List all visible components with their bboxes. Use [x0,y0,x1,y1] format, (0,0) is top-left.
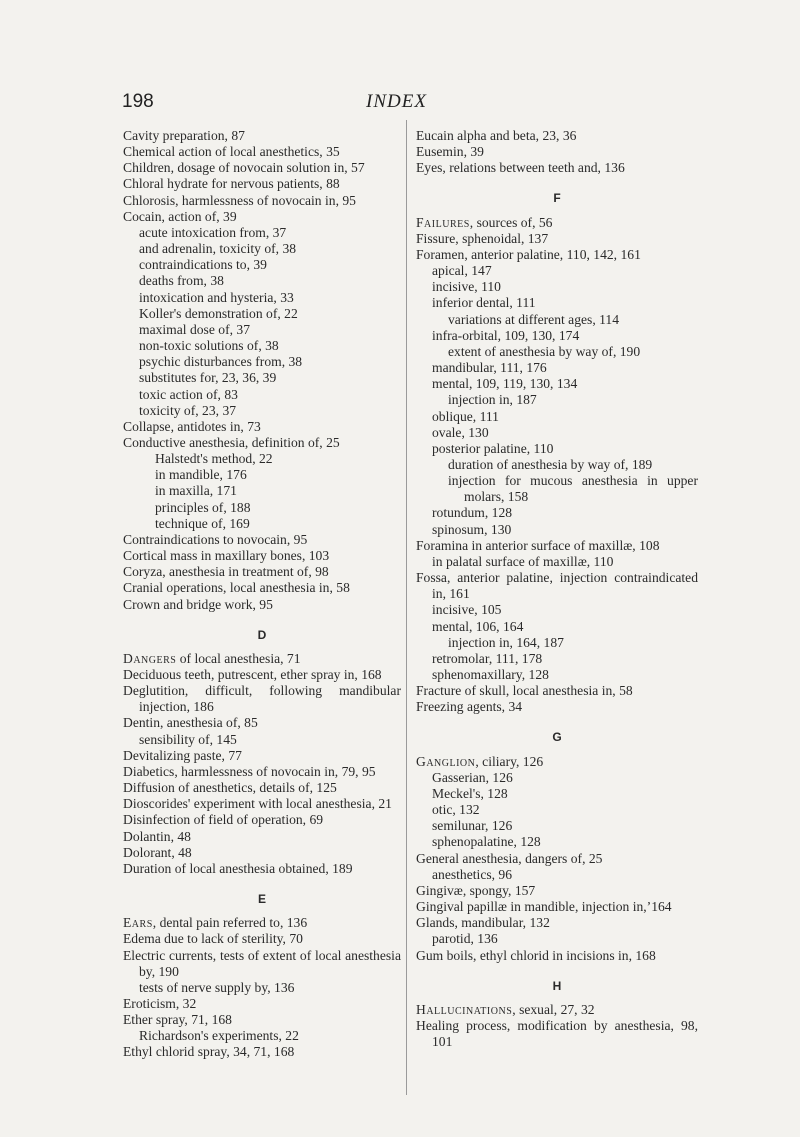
index-entry: Fracture of skull, local anesthesia in, 58 [416,683,633,699]
index-subentry: oblique, 111 [432,408,499,424]
index-subentry: variations at different ages, 114 [448,311,619,327]
index-entry: Cortical mass in maxillary bones, 103 [123,548,330,564]
index-subentry: in mandible, 176 [155,467,247,483]
index-subentry: injection in, 187 [448,392,537,408]
index-entry: Collapse, antidotes in, 73 [123,418,261,434]
page-number: 198 [122,91,154,112]
index-subentry: inferior dental, 111 [432,295,536,311]
index-subentry: parotid, 136 [432,931,498,947]
index-entry: Foramina in anterior surface of maxillæ, 108 [416,537,660,553]
index-entry: General anesthesia, dangers of, 25 [416,850,603,866]
index-subentry: technique of, 169 [155,515,250,531]
index-subentry: Koller's demonstration of, 22 [139,305,298,321]
index-subentry: injection in, 164, 187 [448,634,564,650]
index-subentry: Richardson's experiments, 22 [139,1028,299,1044]
index-subentry: mandibular, 111, 176 [432,360,547,376]
index-subentry: in maxilla, 171 [155,483,237,499]
index-entry: Dolorant, 48 [123,844,192,860]
index-subentry: non-toxic solutions of, 38 [139,338,279,354]
index-entry: Eucain alpha and beta, 23, 36 [416,128,577,143]
index-entry: Deciduous teeth, putrescent, ether spray in, 168 [123,667,382,682]
index-entry: Dioscorides' experiment with local anesthesia, 21 [123,796,392,812]
index-subentry: spinosum, 130 [432,521,512,537]
index-subentry: sphenopalatine, 128 [432,834,541,850]
index-subentry: contraindications to, 39 [139,257,267,273]
index-entry: Dolantin, 48 [123,828,191,844]
index-entry: Fossa, anterior palatine, injection contraindicated in, 161 [416,570,698,602]
index-subentry: anesthetics, 96 [432,866,513,882]
index-subentry: Gasserian, 126 [432,769,513,785]
index-subentry: maximal dose of, 37 [139,321,250,337]
index-entry: Ganglion, ciliary, 126 [416,753,544,769]
index-subentry: Meckel's, 128 [432,785,508,801]
index-entry: Gingival papillæ in mandible, injection in,ʼ164 [416,899,672,915]
index-entry: Chlorosis, harmlessness of novocain in, 95 [123,192,356,208]
index-entry: Crown and bridge work, 95 [123,596,273,612]
index-subentry: acute intoxication from, 37 [139,224,287,240]
index-entry: Dentin, anesthesia of, 85 [123,715,258,731]
index-subentry: intoxication and hysteria, 33 [139,289,294,305]
index-subentry: and adrenalin, toxicity of, 38 [139,241,297,257]
index-subentry: mental, 109, 119, 130, 134 [432,376,578,392]
index-subentry: infra-orbital, 109, 130, 174 [432,327,580,343]
index-subentry: duration of anesthesia by way of, 189 [448,456,653,472]
index-subentry: mental, 106, 164 [432,618,524,634]
index-letter-heading: G [552,730,562,745]
index-entry: Ears, dental pain referred to, 136 [123,915,308,931]
index-entry: Duration of local anesthesia obtained, 189 [123,860,353,876]
index-letter-heading: E [257,892,266,907]
index-entry: Failures, sources of, 56 [416,214,553,230]
index-entry: Contraindications to novocain, 95 [123,531,308,547]
index-entry: Deglutition, difficult, following mandibular injection, 186 [123,683,401,715]
index-entry: Ether spray, 71, 168 [123,1012,232,1028]
index-column-right [416,128,698,1050]
index-entry: Dangers of local anesthesia, 71 [123,650,301,666]
index-letter-heading: H [552,978,562,993]
index-entry: Children, dosage of novocain solution in, 57 [123,160,365,176]
index-subentry: semilunar, 126 [432,818,513,834]
index-subentry: principles of, 188 [155,499,251,515]
index-entry: Ethyl chlorid spray, 34, 71, 168 [123,1044,295,1060]
index-column-left [123,128,401,1061]
index-subentry: extent of anesthesia by way of, 190 [448,343,641,359]
index-subentry: toxic action of, 83 [139,386,238,402]
index-subentry: substitutes for, 23, 36, 39 [139,370,277,386]
index-subentry: incisive, 105 [432,602,502,618]
running-head-title: INDEX [366,91,427,112]
index-entry: Healing process, modification by anesthesia, 98, 101 [416,1017,698,1050]
index-entry: Chemical action of local anesthetics, 35 [123,144,340,160]
index-subentry: psychic disturbances from, 38 [139,354,303,370]
index-entry: Electric currents, tests of extent of local anesthesia by, 190 [123,947,401,979]
index-entry: Glands, mandibular, 132 [416,915,550,931]
index-entry: Cocain, action of, 39 [123,208,237,224]
index-entry: Chloral hydrate for nervous patients, 88 [123,176,340,192]
index-entry: Edema due to lack of sterility, 70 [123,931,303,947]
index-entry: Gum boils, ethyl chlorid in incisions in, 168 [416,947,656,963]
index-letter-heading: D [257,627,267,642]
index-subentry: ovale, 130 [432,424,489,440]
index-subentry: in palatal surface of maxillæ, 110 [432,553,614,569]
index-entry: Fissure, sphenoidal, 137 [416,230,549,246]
index-entry: Cavity preparation, 87 [123,128,245,143]
index-subentry: incisive, 110 [432,279,501,295]
index-subentry: toxicity of, 23, 37 [139,402,237,418]
index-subentry: tests of nerve supply by, 136 [139,979,295,995]
index-subentry: deaths from, 38 [139,273,224,289]
index-entry: Diabetics, harmlessness of novocain in, 79, 95 [123,763,376,779]
index-subentry: Halstedt's method, 22 [155,451,273,467]
index-entry: Freezing agents, 34 [416,699,523,715]
index-entry: Eroticism, 32 [123,995,197,1011]
index-subentry: injection for mucous anesthesia in upper molars, 158 [448,473,698,505]
index-entry: Conductive anesthesia, definition of, 25 [123,434,340,450]
index-subentry: otic, 132 [432,802,480,818]
index-subentry: apical, 147 [432,263,492,279]
index-subentry: retromolar, 111, 178 [432,650,543,666]
index-entry: Disinfection of field of operation, 69 [123,812,324,828]
index-entry: Devitalizing paste, 77 [123,747,242,763]
index-entry: Coryza, anesthesia in treatment of, 98 [123,564,329,580]
index-subentry: sensibility of, 145 [139,731,237,747]
index-entry: Eusemin, 39 [416,144,484,160]
index-entry: Eyes, relations between teeth and, 136 [416,160,625,176]
index-letter-heading: F [553,191,561,206]
index-entry: Foramen, anterior palatine, 110, 142, 161 [416,246,641,262]
index-subentry: sphenomaxillary, 128 [432,667,549,682]
index-entry: Gingivæ, spongy, 157 [416,882,536,898]
index-entry: Diffusion of anesthetics, details of, 125 [123,780,337,796]
index-subentry: posterior palatine, 110 [432,440,554,456]
column-divider [406,120,407,1095]
index-subentry: rotundum, 128 [432,505,513,521]
index-entry: Cranial operations, local anesthesia in, 58 [123,580,350,596]
index-entry: Hallucinations, sexual, 27, 32 [416,1001,595,1017]
